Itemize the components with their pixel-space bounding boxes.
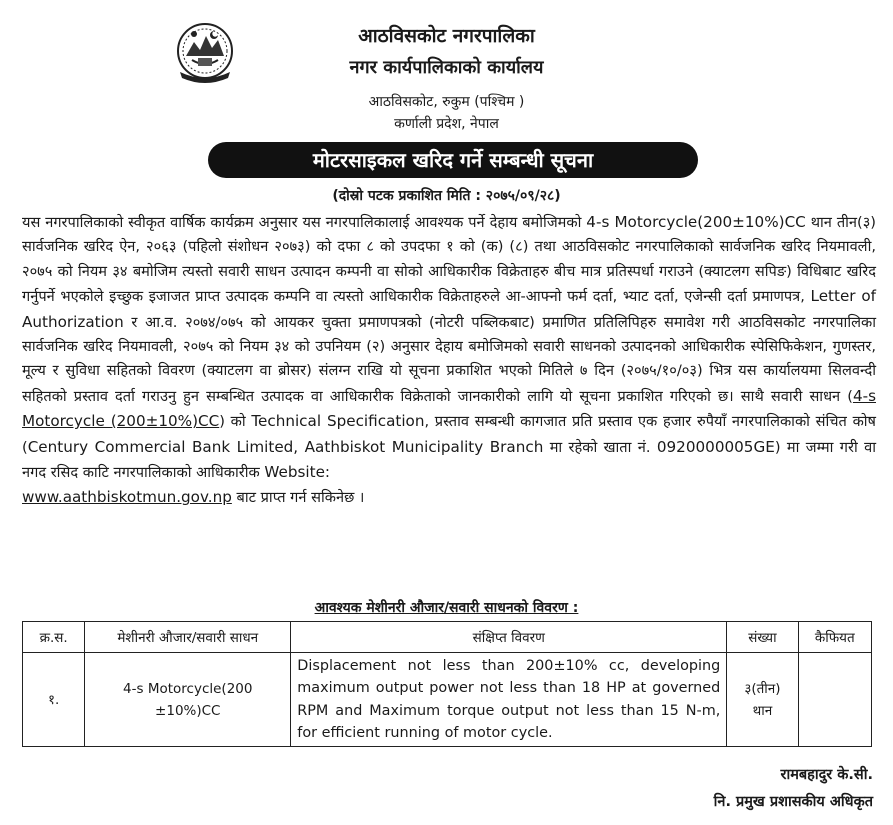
body-text-segment: बाट प्राप्त गर्न सकिनेछ । [231,489,365,507]
body-text-segment: ) मा जम्मा गरी वा नगद रसिद काटि नगरपालिकाको आधिकारीक [22,438,876,482]
body-letter-of-authorization: Letter of Authorization [22,287,876,331]
address-line-1: आठविसकोट, रुकुम (पश्चिम ) [368,94,525,110]
table-row [23,653,872,747]
body-bank-name: Century Commercial Bank Limited, Aathbiskot Municipality Branch [27,437,544,456]
cell-quantity: ३(तीन) थान [727,653,798,747]
municipality-name: आठविसकोट नगरपालिका [358,25,535,47]
signatory-designation: नि. प्रमुख प्रशासकीय अधिकृत [713,794,873,810]
cell-sn: १. [23,653,85,747]
body-motorcycle-spec-underlined: 4-s Motorcycle (200±10%)CC [22,386,876,431]
notice-body [22,210,876,511]
spec-table-header-row [23,622,872,653]
body-technical-specification: Technical Specification [251,412,425,431]
body-text-segment: थान तीन(३) सार्वजनिक खरिद ऐन, २०६३ (पहिलो संशोधन २०७३) को दफा ८ को उपदफा १ को (क) (८) तथा आठविसकोट नगरपालिकाको सार्वजनिक खरिद नियमावली, २०७५ को नियम ३४ बमोजिम त्यस्तो सवारी साधन उत्पादन कम्पनी वा सोको आधिकारीक विक्रेताहरु बीच मात्र प्रतिस्पर्धा गराउने (क्याटलग सपिङ) विधिबाट खरिद गर्नुपर्ने भएकोले इच्छुक इजाजत प्राप्त उत्पादक कम्पनि वा त्यस्तो आधिकारीक विक्रेताहरुले आ-आफ्नो फर्म दर्ता, भ्याट दर्ता, एजेन्सी दर्ता प्रमाणपत्र, [22,214,876,306]
spec-section-heading [0,598,893,617]
notice-title: मोटरसाइकल खरिद गर्ने सम्बन्धी सूचना [208,142,698,178]
column-header-remarks: कैफियत [798,622,871,653]
cell-description-text: Displacement not less than 200±10% cc, developing maximum output power not less than 18 HP at governed RPM and Maximum torque output not less than 15 N-m, for efficient running of motor cycle. [297,657,721,741]
address-line-2: कर्णाली प्रदेश, नेपाल [394,116,499,132]
cell-description [291,653,727,747]
cell-item-text: 4-s Motorcycle(200±10%)CC [123,680,253,719]
column-header-quantity: संख्या [727,622,798,653]
signatory-name: रामबहादुर के.सी. [780,767,873,783]
spec-heading-text: आवश्यक मेशीनरी औजार/सवारी साधनको विवरण : [314,600,579,616]
body-account-number: 0920000005GE [656,437,775,456]
body-text-segment: ) को [219,413,252,431]
cell-item [85,653,291,747]
column-header-description: संक्षिप्त विवरण [291,622,727,653]
body-text-segment: , प्रस्ताव सम्बन्धी कागजात प्रति प्रस्ताव एक हजार रुपैयाँ नगरपालिकाको संचित कोष ( [22,413,876,456]
column-header-sn: क्र.स. [23,622,85,653]
body-motorcycle-spec: 4-s Motorcycle(200±10%)CC [586,213,806,231]
cell-remarks [798,653,871,747]
column-header-item: मेशीनरी औजार/सवारी साधन [85,622,291,653]
body-text-segment: मा रहेको खाता नं. [543,438,657,456]
website-link[interactable]: www.aathbiskotmun.gov.np [22,488,232,507]
spec-table [22,621,872,747]
body-text-segment: यस नगरपालिकाको स्वीकृत वार्षिक कार्यक्रम अनुसार यस नगरपालिकालाई आवश्यक पर्ने देहाय बमोजिमको [22,214,587,231]
publication-date-note: (दोस्रो पटक प्रकाशित मिति : २०७५/०९/२८) [332,188,561,204]
office-name: नगर कार्यपालिकाको कार्यालय [349,57,544,78]
body-website-label: Website: [264,463,331,482]
body-text-segment: र आ.व. २०७४/०७५ को आयकर चुक्ता प्रमाणपत्रको (नोटरी पब्लिकबाट) प्रमाणित प्रतिलिपिहरु समावेश गरी आठविसकोट नगरपालिका सार्वजनिक खरिद नियमावली, २०७५ को नियम ३४ को उपनियम (२) अनुसार देहाय बमोजिमको सवारी साधनको उत्पादनको आधिकारीक स्पेसिफिकेशन, गुणस्तर, मूल्य र सुविधा सहितको विवरण (क्याटलग वा ब्रोसर) संलग्न राखि यो सूचना प्रकाशित भएको मितिले ७ दिन (२०७५/१०/०३) भित्र यस कार्यालयमा सिलवन्दी सहितको प्रस्ताव दर्ता गराउनु हुन सम्बन्धित उत्पादक वा आधिकारीक विक्रेताको जानकारीको लागि यो सूचना प्रकाशित गरिएको छ। साथै सवारी साधन ( [22,313,876,405]
